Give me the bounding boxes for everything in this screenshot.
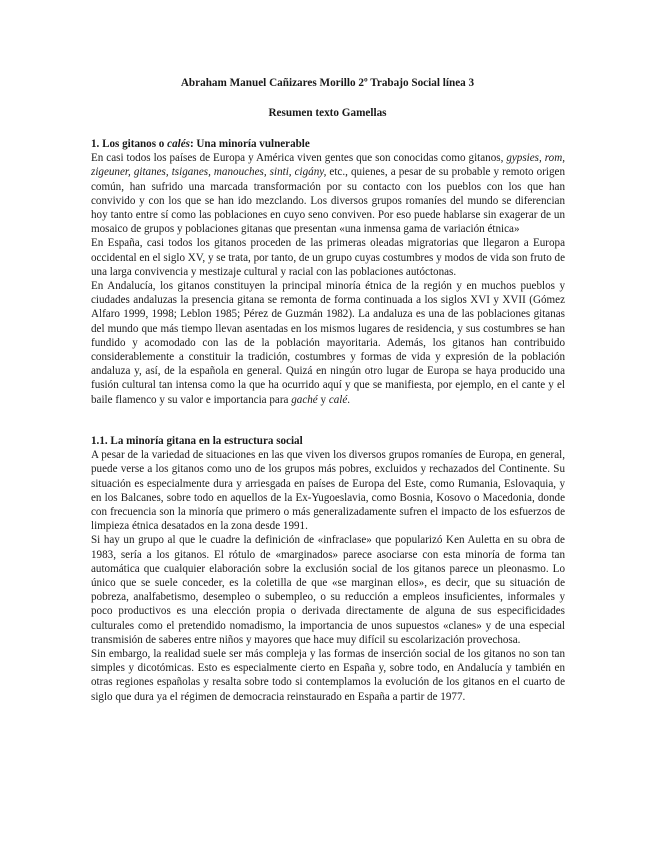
section-1-paragraph-2: En España, casi todos los gitanos proceden de las primeras oleadas migratorias que llegaron a Europa occidental en el siglo XV, y se trata, por tanto, de un grupo cuyas costumbres y modos de vida son fruto de una larga convivencia y mestizaje cultural y racial con las poblaciones autóctonas. [91,237,565,278]
section-1-heading [91,137,565,151]
s1p1-text-a: En casi todos los países de Europa y América viven gentes que son conocidas como gitanos, [91,152,507,165]
heading-1-suffix: : Una minoría vulnerable [189,138,310,150]
section-1-paragraph-1 [91,151,565,236]
section-1-paragraph-3 [91,279,565,407]
section-2 [91,434,565,704]
section-2-paragraph-3: Sin embargo, la realidad suele ser más compleja y las formas de inserción social de los gitanos no son tan simples y dicotómicas. Esto es especialmente cierto en España y, sobre todo, en Andalucía y también en otras regiones españolas y resalta sobre todo si contemplamos la evolución de los gitanos en el cuarto de siglo que dura ya el régimen de democracia reinstaurado en España a partir de 1977. [91,648,565,703]
s1p3-text-a: En Andalucía, los gitanos constituyen la principal minoría étnica de la región y en muchos pueblos y ciudades andaluzas la presencia gitana se remonta de forma continuada a los siglos XVI y XVII (Gómez Alfaro 1999, 1998; Leblon 1985; Pérez de Guzmán 1982). La andaluza es una de las poblaciones gitanas del mundo que más tiempo llevan asentadas en los mismos lugares de residencia, y sus costumbres se han fundido y acomodado con las de la población mayoritaria. Además, los gitanos han contribuido considerablemente a constituir la tradición, costumbres y formas de vida y expresión de la población andaluza y, así, de la española en general. Quizá en ningún otro lugar de Europa se haya producido una fusión cultural tan intensa como la que ha ocurrido aquí y que se manifiesta, por ejemplo, en el cante y el baile flamenco y su valor e importancia para [91,280,565,406]
section-2-paragraph-2: Si hay un grupo al que le cuadre la definición de «infraclase» que popularizó Ken Auletta en su obra de 1983, sería a los gitanos. El rótulo de «marginados» parece asociarse con esta minoría de forma tan automática que cualquier elaboración sobre la exclusión social de los gitanos parece un pleonasmo. Lo único que se suele conceder, es la coletilla de que «se marginan ellos», es decir, que su situación de pobreza, analfabetismo, desempleo o subempleo, o su reducción a empleos insuficientes, informales y poco productivos es una elección propia o derivada directamente de alguna de sus especificidades culturales como el pretendido nomadismo, la importancia de unos supuestos «clanes» y de una especial transmisión de saberes entre niños y mayores que hace muy difícil su escolarización provechosa. [91,534,565,646]
section-2-paragraph-1: A pesar de la variedad de situaciones en las que viven los diversos grupos romaníes de Europa, en general, puede verse a los gitanos como uno de los grupos más pobres, excluidos y rechazados del Continente. Su situación es especialmente dura y arriesgada en países de Europa del Este, como Rumania, Eslovaquia, y en los Balcanes, sobre todo en aquellos de la Ex-Yugoeslavia, como Bosnia, Kosovo o Macedonia, donde con frecuencia son la minoría que primero o más generalizadamente sufren el impacto de los esfuerzos de limpieza étnica desatados en la zona desde 1991. [91,449,565,533]
document-subtitle: Resumen texto Gamellas [268,107,387,119]
s1p1-italic: gypsies, rom, zigeuner, gitanes, tsiganes, manouches, sinti, cigány, [91,152,565,179]
heading-1-prefix: 1. Los gitanos o [91,138,168,150]
s1p1-text-b: etc., quienes, a pesar de su probable y remoto origen común, han sufrido una marcada transformación por su contacto con los pueblos con los que han convivido y con los que se han ido mezclando. Los diversos grupos romaníes del mundo se diferencian hoy tanto entre sí como las poblaciones en cuyo seno conviven. Por eso puede hablarse sin exagerar de un mosaico de grupos y poblaciones gitanas que presentan «una inmensa gama de variación étnica» [91,166,565,236]
heading-1-italic: calés [167,138,190,150]
s1p3-text-end: . [347,393,351,406]
s1p3-text-mid: y [317,393,329,406]
section-2-heading: 1.1. La minoría gitana en la estructura social [91,435,303,447]
section-1 [91,137,565,407]
document-title: Abraham Manuel Cañizares Morillo 2º Trabajo Social línea 3 [180,77,475,89]
s1p3-italic-2: calé [328,393,348,406]
s1p3-italic-1: gaché [291,393,318,406]
